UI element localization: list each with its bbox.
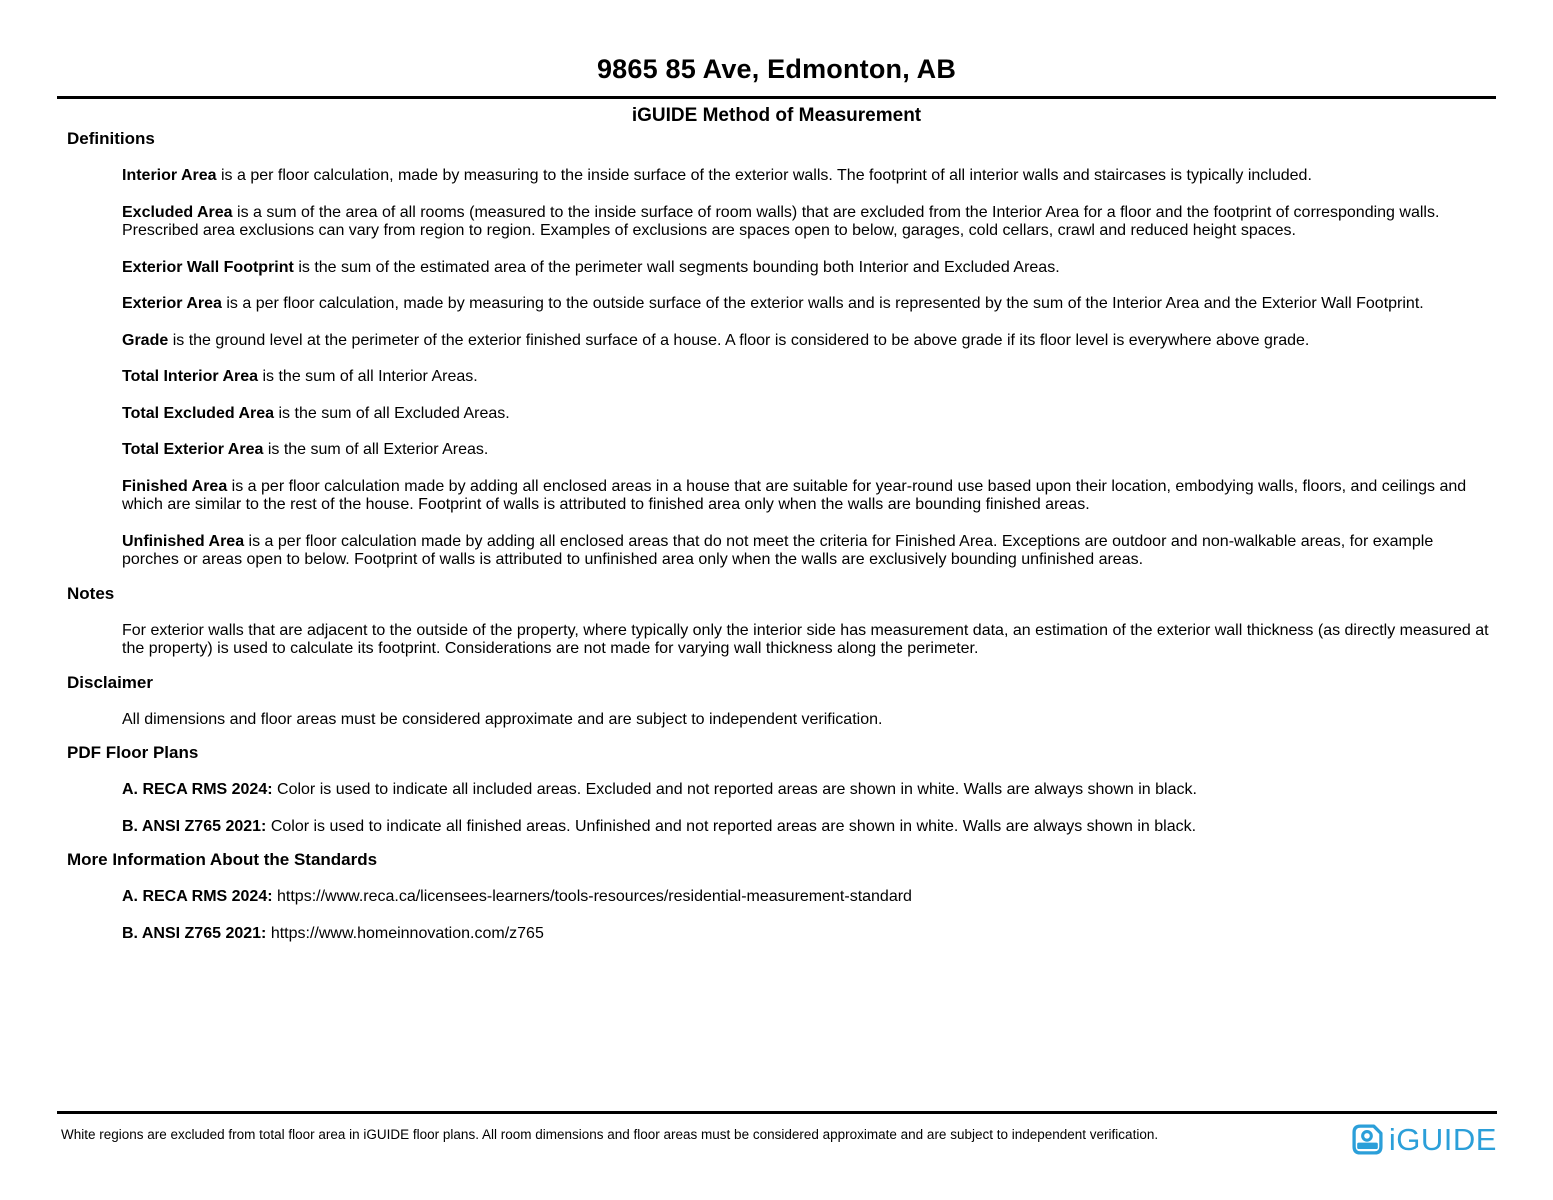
definition-term: Grade (122, 331, 169, 349)
standard-text: Color is used to indicate all finished areas. Unfinished and not reported areas are shown in white. Walls are always shown in black. (270, 817, 1197, 835)
page-footer (57, 1111, 1497, 1156)
definition-exterior-area (122, 295, 1494, 314)
section-more-information (57, 850, 1496, 943)
definition-text: is the sum of all Exterior Areas. (267, 441, 489, 458)
definition-total-interior-area (122, 368, 1494, 387)
definition-interior-area (122, 167, 1494, 186)
definition-term: Interior Area (122, 167, 217, 184)
pdf-floor-plans-item-reca (122, 781, 1494, 800)
footer-divider (57, 1111, 1497, 1114)
definition-term: Total Exterior Area (122, 441, 264, 458)
definition-unfinished-area (122, 533, 1494, 570)
definition-text: is the ground level at the perimeter of the exterior finished surface of a house. A floor is considered to be above grade if its floor level is everywhere above grade. (172, 331, 1310, 349)
definition-term: Total Interior Area (122, 368, 259, 385)
definition-text: is a per floor calculation made by adding all enclosed areas that do not meet the criteria for Finished Area. Exceptions are outdoor and non-walkable areas, for example porches or areas open to below. Footprint of walls is attributed to unfinished area only when the walls are exclusively bounding unfinished areas. (122, 532, 1434, 568)
definition-text: is the sum of the estimated area of the perimeter wall segments bounding both Interior and Excluded Areas. (298, 258, 1060, 276)
definition-grade (122, 332, 1494, 351)
standard-label: A. RECA RMS 2024: (122, 888, 273, 905)
standard-label: B. ANSI Z765 2021: (122, 817, 267, 835)
iguide-logo-text: iGUIDE (1388, 1121, 1497, 1157)
section-heading-pdf-floor-plans: PDF Floor Plans (67, 743, 199, 762)
definition-term: Finished Area (122, 477, 228, 495)
definition-term: Exterior Area (122, 295, 222, 312)
standard-url: https://www.homeinnovation.com/z765 (270, 924, 544, 942)
section-notes (57, 584, 1496, 659)
section-heading-definitions: Definitions (67, 129, 155, 148)
standard-label: B. ANSI Z765 2021: (122, 924, 267, 942)
iguide-camera-icon (1351, 1123, 1384, 1156)
definition-total-excluded-area (122, 405, 1494, 424)
definition-text: is a sum of the area of all rooms (measured to the inside surface of room walls) that are excluded from the Interior Area for a floor and the footprint of corresponding walls. Prescribed area exclusions can vary from region to region. Examples of exclusions are spaces open to below, garages, cold cellars, crawl and reduced height spaces. (122, 203, 1440, 239)
definition-excluded-area (122, 204, 1494, 241)
header-divider (57, 96, 1496, 99)
iguide-logo (1351, 1123, 1497, 1156)
section-pdf-floor-plans (57, 743, 1496, 836)
definition-total-exterior-area (122, 441, 1494, 460)
definition-term: Exterior Wall Footprint (122, 258, 294, 276)
definition-text: is a per floor calculation, made by measuring to the inside surface of the exterior walls. The footprint of all interior walls and staircases is typically included. (221, 167, 1312, 184)
section-heading-notes: Notes (67, 583, 115, 603)
section-definitions (57, 129, 1496, 570)
definition-term: Total Excluded Area (122, 404, 275, 422)
definition-term: Excluded Area (122, 203, 233, 221)
standard-url: https://www.reca.ca/licensees-learners/tools-resources/residential-measurement-standard (277, 888, 912, 905)
standard-label: A. RECA RMS 2024: (122, 781, 273, 798)
section-disclaimer (57, 673, 1496, 730)
standard-text: Color is used to indicate all included areas. Excluded and not reported areas are shown in white. Walls are always shown in black. (277, 781, 1197, 798)
document-subtitle: iGUIDE Method of Measurement (631, 105, 922, 126)
notes-text: For exterior walls that are adjacent to the outside of the property, where typically only the interior side has measurement data, an estimation of the exterior wall thickness (as directly measured at the property) is used to calculate its footprint. Considerations are not made for varying wall thickness along the perimeter. (122, 621, 1489, 657)
pdf-floor-plans-item-ansi (122, 818, 1494, 837)
footer-note: White regions are excluded from total floor area in iGUIDE floor plans. All room dimensions and floor areas must be considered approximate and are subject to independent verification. (61, 1127, 1159, 1142)
definition-text: is a per floor calculation, made by measuring to the outside surface of the exterior walls and is represented by the sum of the Interior Area and the Exterior Wall Footprint. (226, 295, 1424, 312)
section-heading-more-information: More Information About the Standards (67, 850, 378, 869)
definition-exterior-wall-footprint (122, 259, 1494, 278)
definition-finished-area (122, 478, 1494, 515)
definition-text: is the sum of all Interior Areas. (262, 368, 478, 385)
more-info-item-ansi (122, 925, 1494, 944)
definition-text: is a per floor calculation made by adding all enclosed areas in a house that are suitable for year-round use based upon their location, embodying walls, floors, and ceilings and which are similar to the rest of the house. Footprint of walls is attributed to finished area only when the walls are bounding finished areas. (122, 477, 1467, 513)
disclaimer-text: All dimensions and floor areas must be considered approximate and are subject to independent verification. (122, 710, 883, 728)
definition-term: Unfinished Area (122, 532, 245, 550)
more-info-item-reca (122, 888, 1494, 907)
definition-text: is the sum of all Excluded Areas. (278, 404, 510, 422)
section-heading-disclaimer: Disclaimer (67, 672, 153, 692)
page-title: 9865 85 Ave, Edmonton, AB (596, 54, 957, 84)
